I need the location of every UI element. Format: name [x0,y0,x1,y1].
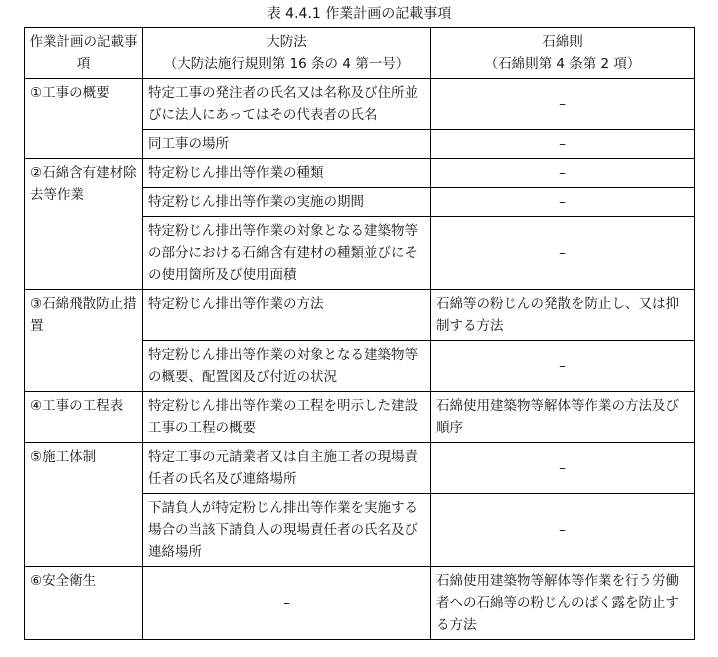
taibo-cell: – [143,567,431,640]
taibo-cell: 下請負人が特定粉じん排出等作業を実施する場合の当該下請負人の現場責任者の氏名及び連絡場所 [143,494,431,567]
sekimen-cell: – [431,443,695,494]
table-row [25,567,695,640]
table-row [25,159,695,188]
sekimen-cell: – [431,79,695,130]
item-cell: ②石綿含有建材除去等作業 [25,159,143,290]
table-caption: 表 4.4.1 作業計画の記載事項 [266,6,452,22]
taibo-cell: 特定粉じん排出等作業の方法 [143,290,431,341]
header-taibo-sub: （大防法施行規則第 16 条の 4 第一号） [163,56,410,72]
table-header-row [25,28,695,79]
taibo-cell: 特定粉じん排出等作業の対象となる建築物等の概要、配置図及び付近の状況 [143,341,431,392]
sekimen-cell: – [431,188,695,217]
table-row [25,79,695,130]
sekimen-cell: 石綿使用建築物等解体等作業の方法及び順序 [431,392,695,443]
sekimen-cell: – [431,217,695,290]
taibo-cell: 特定工事の発注者の氏名又は名称及び住所並びに法人にあってはその代表者の氏名 [143,79,431,130]
taibo-cell: 特定工事の元請業者又は自主施工者の現場責任者の氏名及び連絡場所 [143,443,431,494]
header-sekimen-title: 石綿則 [542,34,583,50]
sekimen-cell: – [431,341,695,392]
sekimen-cell: – [431,159,695,188]
sekimen-cell: – [431,494,695,567]
table-row [25,443,695,494]
item-cell: ⑥安全衛生 [25,567,143,640]
table-row [25,290,695,341]
header-sekimen-sub: （石綿則第 4 条第 2 項） [484,56,641,72]
sekimen-cell: 石綿等の粉じんの発散を防止し、又は抑制する方法 [431,290,695,341]
item-cell: ④工事の工程表 [25,392,143,443]
taibo-cell: 特定粉じん排出等作業の実施の期間 [143,188,431,217]
sekimen-cell: – [431,130,695,159]
taibo-cell: 特定粉じん排出等作業の対象となる建築物等の部分における石綿含有建材の種類並びにその使用箇所及び使用面積 [143,217,431,290]
taibo-cell: 特定粉じん排出等作業の種類 [143,159,431,188]
work-plan-items-table [24,27,695,640]
item-cell: ⑤施工体制 [25,443,143,567]
item-cell: ③石綿飛散防止措置 [25,290,143,392]
item-cell: ①工事の概要 [25,79,143,159]
header-taibo [143,28,431,79]
header-taibo-title: 大防法 [266,34,307,50]
taibo-cell: 特定粉じん排出等作業の工程を明示した建設工事の工程の概要 [143,392,431,443]
sekimen-cell: 石綿使用建築物等解体等作業を行う労働者への石綿等の粉じんのばく露を防止する方法 [431,567,695,640]
header-sekimen [431,28,695,79]
taibo-cell: 同工事の場所 [143,130,431,159]
table-row [25,392,695,443]
header-work-plan-items: 作業計画の記載事項 [25,28,143,79]
